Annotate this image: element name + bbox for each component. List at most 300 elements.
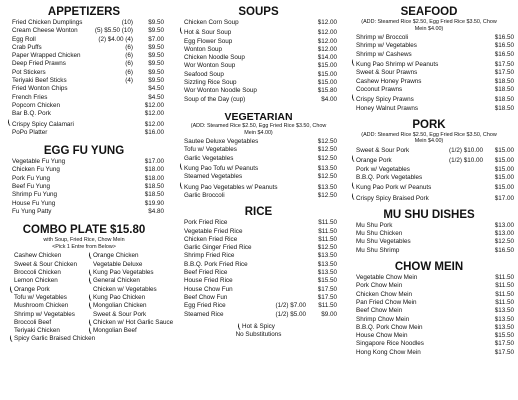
menu-item-name: Vegetable Chow Mein	[356, 274, 418, 282]
column-right	[344, 6, 514, 357]
menu-item	[356, 51, 514, 59]
menu-item-price: $9.50	[148, 68, 164, 76]
menu-item-price: $15.00	[494, 173, 514, 181]
menu-item	[356, 340, 514, 348]
menu-item-price: $11.50	[318, 219, 337, 227]
menu-item-price: $15.00	[317, 79, 337, 87]
menu-item-name: Hot & Sour Soup	[184, 29, 232, 37]
menu-item-name: House Chow Fun	[184, 285, 233, 293]
combo-item	[14, 311, 89, 319]
menu-item-name: Soup of the Day (cup)	[184, 95, 246, 103]
menu-item	[356, 299, 514, 307]
menu-item	[356, 316, 514, 324]
menu-item-price: $19.90	[144, 199, 164, 207]
egg-fu-yung-list	[4, 158, 164, 216]
menu-item-size: (6)	[125, 52, 133, 60]
chili-pepper-icon	[88, 302, 93, 309]
menu-item-price: $15.00	[494, 184, 514, 192]
menu-item	[184, 173, 337, 181]
menu-item-price: $17.50	[494, 340, 514, 348]
menu-item-name: Pork Chow Mein	[356, 282, 403, 290]
menu-item	[184, 244, 337, 252]
pork-note: (ADD: Steamed Rice $2.50, Egg Fried Rice $3.50, Chow Mein $4.00)	[361, 131, 497, 145]
soups-title: SOUPS	[238, 6, 279, 18]
menu-item	[356, 69, 514, 77]
menu-item-name: Mu Shu Chicken	[356, 230, 403, 238]
soups-list	[180, 19, 337, 104]
menu-item-name: Egg Flower Soup	[184, 37, 233, 45]
combo-item	[14, 319, 89, 327]
combo-right-list	[89, 252, 174, 343]
menu-item-name: Fried Chicken Dumplings	[12, 19, 83, 26]
menu-item-name: Pork Fried Rice	[184, 219, 228, 227]
menu-item-price: $17.50	[317, 293, 337, 301]
chili-pepper-icon	[88, 277, 93, 284]
menu-item-price: $4.50	[148, 85, 164, 93]
chili-pepper-icon	[9, 335, 14, 342]
menu-item-size: (6)	[125, 60, 133, 68]
chili-pepper-icon	[351, 59, 356, 66]
menu-item	[184, 311, 337, 319]
menu-item-name: Hong Kong Chow Mein	[356, 348, 421, 356]
combo-item-name: Kung Pao Vegetables	[93, 269, 154, 277]
menu-item-price: $16.50	[494, 50, 514, 58]
combo-item-name: Orange Chicken	[93, 252, 139, 260]
menu-item-price: $16.00	[144, 128, 164, 136]
menu-item-name: French Fries	[12, 93, 48, 101]
menu-item	[184, 146, 337, 154]
menu-item-name: Chicken Fu Yung	[12, 166, 60, 174]
combo-item-name: Shrimp w/ Vegetables	[14, 310, 75, 318]
menu-item	[356, 282, 514, 290]
menu-item-name: Popcorn Chicken	[12, 101, 60, 109]
menu-item-name: Shrimp Fu Yung	[12, 191, 58, 199]
menu-item-name: Coconut Prawns	[356, 85, 403, 93]
menu-item-name: Fu Yung Patty	[12, 207, 52, 215]
seafood-note: (ADD: Steamed Rice $2.50, Egg Fried Rice $3.50, Chow Mein $4.00)	[361, 19, 497, 32]
menu-item	[184, 294, 337, 302]
menu-item	[12, 191, 164, 199]
seafood-title: SEAFOOD	[400, 6, 458, 18]
menu-item-price: $13.50	[317, 252, 337, 260]
chili-pepper-icon	[88, 327, 93, 334]
menu-item-price: $9.50	[148, 27, 164, 35]
combo-grid	[4, 252, 174, 343]
menu-item-price: $12.00	[317, 29, 337, 37]
menu-item-price: $15.00	[494, 157, 514, 165]
combo-item-name: Mongolian Beef	[93, 327, 137, 335]
menu-item	[12, 110, 164, 118]
menu-item	[12, 208, 164, 216]
menu-item-name: Chicken Fried Rice	[184, 235, 238, 243]
menu-item	[356, 155, 514, 165]
menu-item-name: Crispy Spicy Braised Pork	[356, 194, 429, 202]
menu-item	[356, 291, 514, 299]
combo-item	[14, 277, 89, 285]
menu-item-price: $15.00	[494, 165, 514, 173]
combo-item-name: General Chicken	[93, 277, 140, 285]
menu-item	[356, 274, 514, 282]
menu-item-name: Beef Fried Rice	[184, 269, 228, 277]
menu-item	[356, 222, 514, 230]
menu-item-name: Garlic Ginger Fried Rice	[184, 244, 252, 252]
combo-item-name: Cashew Chicken	[14, 252, 62, 260]
menu-item	[356, 307, 514, 315]
menu-item-size: (1/2) $10.00	[449, 147, 483, 155]
menu-item-name: Shrimp Chow Mein	[356, 315, 410, 323]
menu-item	[12, 36, 164, 44]
menu-item-name: Mu Shu Vegetables	[356, 238, 411, 246]
menu-item-price: $7.00	[148, 35, 164, 43]
menu-item-price: $16.50	[494, 42, 514, 50]
menu-item-size: (1/2) $7.00	[275, 302, 306, 310]
menu-item	[184, 219, 337, 227]
menu-item-price: $9.50	[148, 19, 164, 26]
chili-pepper-icon	[351, 182, 356, 189]
menu-item-name: Paper Wrapped Chicken	[12, 52, 81, 60]
menu-item-price: $9.50	[148, 60, 164, 68]
menu-item	[356, 147, 514, 155]
column-middle	[180, 6, 337, 339]
menu-item-name: Seafood Soup	[184, 70, 224, 78]
chili-pepper-icon	[179, 163, 184, 170]
combo-item-name: Broccoli Chicken	[14, 269, 61, 277]
menu-item-price: $18.50	[144, 183, 164, 191]
menu-item-name: Kung Pao Vegetables w/ Peanuts	[184, 183, 278, 191]
menu-item-price: $15.00	[494, 147, 514, 155]
menu-item-price: $14.00	[317, 54, 337, 62]
menu-item-price: $13.50	[494, 323, 514, 331]
combo-item	[14, 302, 89, 310]
menu-item-name: Mu Shu Pork	[356, 221, 393, 229]
legend-spicy	[180, 323, 337, 331]
combo-item	[14, 327, 89, 335]
menu-item-name: Pot Stickers	[12, 68, 46, 76]
menu-item-price: $12.50	[317, 154, 337, 162]
menu-item	[184, 138, 337, 146]
menu-item-price: $11.50	[495, 298, 514, 306]
chili-pepper-icon	[88, 294, 93, 301]
menu-item-price: $13.50	[317, 183, 337, 191]
menu-item-name: Chicken Noodle Soup	[184, 54, 245, 62]
menu-item-price: $15.50	[317, 277, 337, 285]
menu-item-price: $12.50	[317, 146, 337, 154]
seafood-list	[344, 34, 514, 113]
menu-item-price: $11.50	[495, 282, 514, 290]
menu-item-name: Tofu w/ Vegetables	[184, 146, 237, 154]
menu-item-size: (2) $4.00 (4)	[98, 35, 133, 43]
combo-note-pick: <Pick 1 Entre from Below>	[52, 243, 116, 250]
menu-item-name: Shrimp w/ Broccoli	[356, 34, 409, 42]
menu-item-price: $16.50	[494, 246, 514, 254]
menu-item	[184, 228, 337, 236]
menu-item-size: (4)	[125, 77, 133, 85]
combo-item-name: Vegetable Deluxe	[93, 260, 143, 268]
pork-list	[344, 147, 514, 203]
menu-item	[184, 302, 337, 310]
chili-pepper-icon	[351, 94, 356, 101]
menu-item-name: Beef Chow Fun	[184, 293, 228, 301]
menu-item-price: $17.50	[494, 61, 514, 69]
menu-item	[184, 182, 337, 192]
combo-item-name: Chicken w/ Hot Garlic Sauce	[93, 318, 174, 326]
menu-item-name: Egg Roll	[12, 35, 36, 43]
menu-item-price: $12.00	[317, 37, 337, 45]
menu-item	[12, 175, 164, 183]
menu-item-name: Pork Fu Yung	[12, 174, 51, 182]
menu-item	[12, 85, 164, 93]
menu-item	[184, 27, 337, 37]
menu-item-name: Shrimp Fried Rice	[184, 252, 235, 260]
menu-item	[184, 277, 337, 285]
menu-item-name: Crispy Spicy Prawns	[356, 96, 414, 104]
menu-item-price: $9.50	[148, 52, 164, 60]
combo-item	[93, 261, 164, 269]
menu-item	[184, 261, 337, 269]
combo-note: with Soup, Fried Rice, Chow Mein	[43, 237, 125, 244]
menu-item-name: Fried Wonton Chips	[12, 85, 68, 93]
combo-item-name: Sweet & Sour Chicken	[14, 260, 77, 268]
menu-item	[12, 183, 164, 191]
menu-item-name: Wonton Soup	[184, 45, 223, 53]
rice-title: RICE	[244, 206, 273, 219]
menu-item-price: $4.00	[321, 95, 337, 103]
menu-item-price: $9.50	[148, 43, 164, 51]
menu-item	[184, 155, 337, 163]
vegetarian-list	[180, 138, 337, 200]
menu-item-name: Kung Pao Tofu w/ Peanuts	[184, 165, 259, 173]
menu-item-price: $11.50	[318, 235, 337, 243]
combo-item	[14, 252, 89, 260]
menu-item-name: Mu Shu Shrimp	[356, 246, 400, 254]
chili-pepper-icon	[179, 27, 184, 34]
menu-item-name: Beef Chow Mein	[356, 307, 403, 315]
menu-item-size: (5) $5.50 (10)	[94, 27, 133, 35]
menu-item	[356, 349, 514, 357]
menu-item-name: Sizzling Rice Soup	[184, 79, 237, 87]
menu-item	[12, 60, 164, 68]
menu-item-name: House Fried Rice	[184, 277, 233, 285]
menu-item	[356, 166, 514, 174]
menu-item	[12, 158, 164, 166]
menu-item-price: $4.80	[148, 207, 164, 215]
chili-pepper-icon	[9, 286, 14, 293]
combo-item	[14, 261, 89, 269]
menu-item	[184, 62, 337, 70]
menu-item-price: $9.00	[321, 310, 337, 318]
combo-item	[14, 286, 89, 294]
menu-item-price: $12.50	[494, 238, 514, 246]
menu-item-price: $12.00	[144, 110, 164, 118]
menu-item-price: $13.50	[317, 165, 337, 173]
combo-item	[14, 335, 96, 343]
menu-item	[12, 52, 164, 60]
menu-item	[12, 27, 164, 35]
combo-item-name: Teriyaki Chicken	[14, 327, 60, 335]
menu-item	[184, 46, 337, 54]
menu-item-price: $15.00	[317, 70, 337, 78]
menu-item	[184, 252, 337, 260]
menu-item-price: $9.50	[148, 77, 164, 85]
chili-pepper-icon	[351, 193, 356, 200]
menu-item-name: B.B.Q. Pork Vegetables	[356, 173, 423, 181]
menu-item-price: $12.50	[317, 244, 337, 252]
menu-item-price: $15.80	[317, 87, 337, 95]
menu-item-price: $11.50	[495, 290, 514, 298]
menu-item-price: $13.00	[494, 230, 514, 238]
menu-item-price: $11.50	[318, 227, 337, 235]
menu-item-size: (1/2) $5.00	[275, 310, 306, 318]
chili-pepper-icon	[88, 269, 93, 276]
menu-item-price: $12.00	[317, 19, 337, 26]
combo-item	[93, 302, 164, 310]
combo-item-name: Sweet & Sour Pork	[93, 310, 147, 318]
menu-item-price: $17.50	[494, 348, 514, 356]
vegetarian-note: (ADD: Steamed Rice $2.50, Egg Fried Rice $3.50, Chow Mein $4.00)	[190, 122, 327, 136]
menu-item	[356, 193, 514, 203]
mu-shu-list	[344, 222, 514, 255]
chili-pepper-icon	[351, 155, 356, 162]
chow-mein-list	[344, 274, 514, 357]
combo-item-name: Kung Pao Chicken	[93, 293, 146, 301]
menu-item	[356, 78, 514, 86]
combo-item	[14, 269, 89, 277]
menu-item-price: $15.50	[494, 332, 514, 340]
menu-item-name: Kung Pao Shrimp w/ Peanuts	[356, 61, 439, 69]
menu-item-price: $17.50	[494, 69, 514, 77]
menu-item-price: $17.50	[317, 285, 337, 293]
chili-pepper-icon	[88, 252, 93, 259]
egg-fu-yung-title: EGG FU YUNG	[43, 145, 125, 158]
menu-item-price: $13.00	[494, 221, 514, 229]
menu-item-price: $13.50	[317, 260, 337, 268]
combo-item-name: Orange Pork	[14, 285, 50, 293]
chili-pepper-icon	[179, 182, 184, 189]
menu-item-price: $17.00	[144, 158, 164, 166]
combo-item	[93, 286, 164, 294]
menu-item	[12, 119, 164, 129]
menu-item	[12, 19, 164, 27]
menu-item	[12, 44, 164, 52]
menu-item-name: B.B.Q. Pork Chow Mein	[356, 323, 423, 331]
menu-item-name: Singapore Rice Noodles	[356, 340, 424, 348]
menu-item-name: Sautee Deluxe Vegetables	[184, 138, 259, 146]
combo-item	[93, 252, 164, 260]
legend-spicy-label: Hot & Spicy	[242, 322, 275, 330]
menu-item-price: $12.50	[317, 173, 337, 181]
chow-mein-title: CHOW MEIN	[394, 261, 464, 274]
menu-item-price: $12.00	[144, 120, 164, 128]
combo-left-list	[14, 252, 96, 343]
menu-item-name: Crispy Spicy Calamari	[12, 120, 74, 128]
menu-item-price: $11.50	[495, 274, 514, 282]
combo-item	[93, 294, 164, 302]
chili-pepper-icon	[237, 323, 242, 330]
menu-item-name: Garlic Vegetables	[184, 154, 234, 162]
menu-item-name: Chicken Corn Soup	[184, 19, 239, 26]
menu-item-price: $18.50	[144, 191, 164, 199]
menu-item-price: $12.00	[317, 45, 337, 53]
menu-item	[356, 34, 514, 42]
menu-item-price: $18.50	[494, 104, 514, 112]
menu-item	[12, 102, 164, 110]
menu-item-name: Honey Walnut Prawns	[356, 104, 419, 112]
menu-item	[184, 87, 337, 95]
menu-item-price: $18.50	[494, 77, 514, 85]
menu-item	[184, 79, 337, 87]
menu-item-price: $12.00	[144, 101, 164, 109]
legend	[180, 323, 337, 340]
menu-item	[12, 94, 164, 102]
menu-item	[184, 269, 337, 277]
combo-title: COMBO PLATE $15.80	[22, 224, 146, 237]
menu-item-name: Pan Fried Chow Mein	[356, 298, 417, 306]
menu-item-name: Crab Puffs	[12, 43, 42, 51]
menu-item-size: (10)	[121, 19, 133, 26]
menu-item	[184, 163, 337, 173]
menu-item-name: Deep Fried Prawns	[12, 60, 66, 68]
menu-item-name: Pork w/ Vegetables	[356, 165, 410, 173]
menu-item-name: Steamed Vegetables	[184, 173, 243, 181]
menu-item	[12, 129, 164, 137]
menu-item-name: Garlic Broccoli	[184, 191, 225, 199]
menu-item-name: Sweet & Sour Pork	[356, 147, 410, 155]
pork-title: PORK	[412, 118, 446, 131]
menu-item-price: $11.50	[318, 302, 337, 310]
menu-item-name: Cashew Honey Prawns	[356, 77, 422, 85]
menu-item-size: (1/2) $10.00	[449, 157, 483, 165]
menu-item	[12, 69, 164, 77]
menu-item	[356, 42, 514, 50]
rice-list	[180, 219, 337, 319]
menu-item-price: $12.50	[317, 138, 337, 146]
menu-item-name: House Fu Yung	[12, 199, 56, 207]
combo-item-name: Mushroom Chicken	[14, 302, 69, 310]
menu-item-price: $18.00	[144, 166, 164, 174]
appetizers-title: APPETIZERS	[47, 6, 121, 18]
menu-item-name: Wor Wonton Soup	[184, 62, 236, 70]
menu-item	[356, 332, 514, 340]
menu-item-price: $4.50	[148, 93, 164, 101]
menu-item-name: B.B.Q. Pork Fried Rice	[184, 260, 248, 268]
menu-item-name: Chicken Chow Mein	[356, 290, 412, 298]
legend-no-sub: No Substitutions	[235, 331, 282, 339]
menu-item-name: Wor Wonton Noodle Soup	[184, 87, 257, 95]
menu-item-name: Vegetable Fried Rice	[184, 227, 243, 235]
menu-item	[356, 94, 514, 104]
menu-item	[184, 71, 337, 79]
menu-item-size: (6)	[125, 68, 133, 76]
menu-item	[184, 54, 337, 62]
menu-item	[356, 59, 514, 69]
menu-item-price: $18.50	[494, 96, 514, 104]
menu-item	[184, 38, 337, 46]
menu-item-name: Orange Pork	[356, 157, 392, 165]
menu-item-name: Egg Fried Rice	[184, 302, 226, 310]
menu-item	[184, 286, 337, 294]
menu-item	[356, 105, 514, 113]
menu-item	[356, 238, 514, 246]
appetizers-list	[4, 19, 164, 137]
menu-item-name: Cream Cheese Wonton	[12, 27, 78, 35]
combo-item	[93, 318, 174, 327]
menu-item-name: Kung Pao Pork w/ Peanuts	[356, 184, 432, 192]
menu-item-name: Teriyaki Beef Sticks	[12, 77, 67, 85]
menu-item	[12, 200, 164, 208]
menu-item	[12, 166, 164, 174]
menu-item-name: House Chow Mein	[356, 332, 408, 340]
menu-item-price: $15.00	[317, 62, 337, 70]
